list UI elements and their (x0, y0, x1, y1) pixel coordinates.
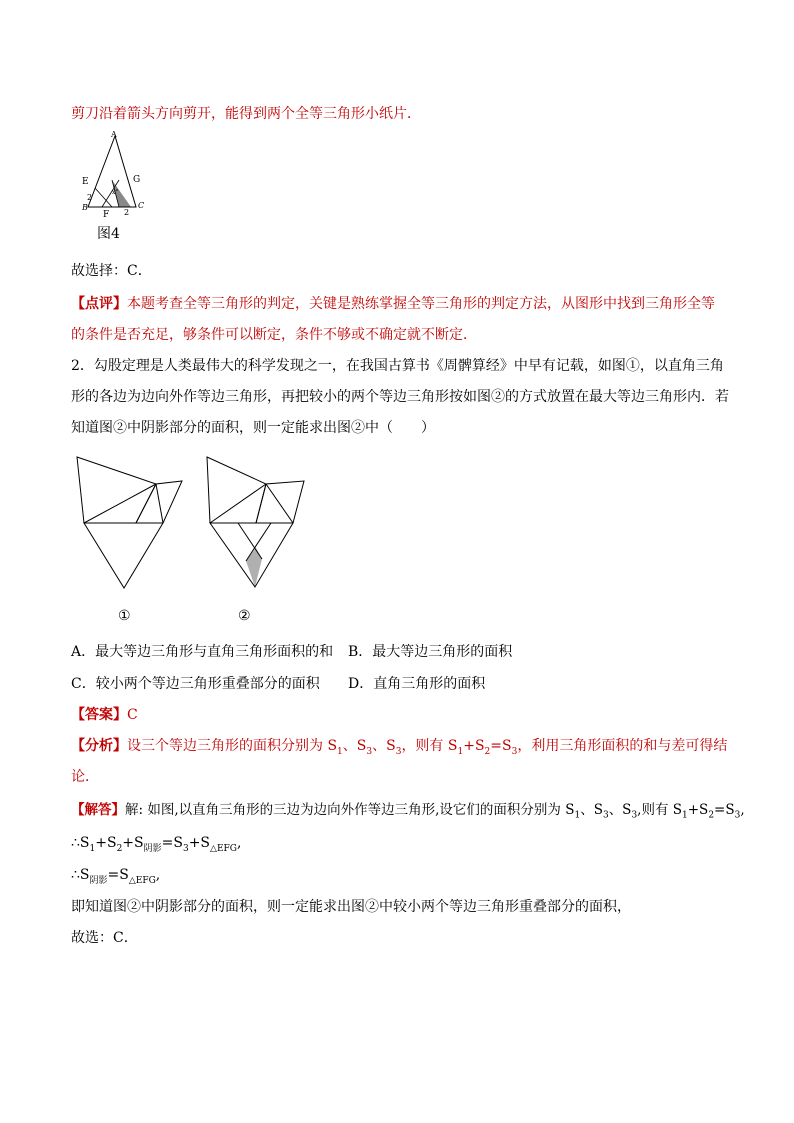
q1-comment-line1: 【点评】本题考查全等三角形的判定，关键是熟练掌握全等三角形的判定方法，从图形中找到三角形全等 (71, 296, 715, 312)
solution-line5: 故选：C． (71, 930, 138, 946)
q2-line1: 2．勾股定理是人类最伟大的科学发现之一，在我国古算书《周髀算经》中早有记载，如图①，以直角三角 (71, 358, 724, 374)
answer-line (71, 706, 138, 724)
solution-line1: 【解答】解: 如图,以直角三角形的三边为边向外作等边三角形,设它们的面积分别为 $S_1$、$S_3$、$S_3$,则有 $S_1+S_2=S_3$, (71, 802, 745, 821)
solution-tag: 【解答】 (71, 802, 125, 818)
q2-line2: 形的各边为边向外作等边三角形，再把较小的两个等边三角形按如图②的方式放置在最大等边三角形内．若 (71, 389, 729, 405)
comment-tag: 【点评】 (71, 296, 127, 312)
option-b: B．最大等边三角形的面积 (348, 644, 513, 660)
fig4-label-two-bottom: 2 (124, 208, 130, 217)
fig4-label-e: E (82, 177, 89, 187)
fig4-label-c: C (138, 201, 145, 210)
answer-tag: 【答案】 (71, 707, 127, 723)
option-d: D．直角三角形的面积 (348, 676, 486, 692)
fig4-label-a: A (111, 130, 117, 139)
answer-value: C (127, 707, 138, 723)
fig-label-1: ① (118, 608, 131, 624)
solution-line2: $\therefore S_1+S_2+S_{阴影}=S_3+S_{\triangle EFG}$, (71, 835, 242, 854)
figure-1 (70, 452, 190, 594)
fig4-caption: 图4 (97, 226, 120, 242)
fig-label-2: ② (238, 608, 251, 624)
analysis-line2: 论． (71, 769, 99, 785)
fig4-label-x: x° (112, 189, 119, 196)
option-c: C．较小两个等边三角形重叠部分的面积 (71, 676, 320, 692)
figure-2 (200, 452, 320, 594)
q1-choice: 故选择：C． (71, 263, 152, 279)
option-a: A．最大等边三角形与直角三角形面积的和 (71, 644, 334, 660)
solution-line4: 即知道图②中阴影部分的面积，则一定能求出图②中较小两个等边三角形重叠部分的面积， (71, 899, 631, 915)
figure-4 (78, 128, 158, 218)
fig4-label-g: G (133, 175, 141, 185)
intro-line: 剪刀沿着箭头方向剪开，能得到两个全等三角形小纸片． (71, 106, 421, 122)
analysis-tag: 【分析】 (71, 738, 127, 754)
fig4-label-two-left: 2 (87, 193, 93, 202)
solution-line3: $\therefore S_{阴影}=S_{\triangle EFG}$, (71, 867, 161, 886)
fig4-label-b: B (82, 203, 88, 212)
q2-line3: 知道图②中阴影部分的面积，则一定能求出图②中（ ） (71, 420, 435, 436)
analysis-line1: 【分析】设三个等边三角形的面积分别为 $S_1$、$S_3$、$S_3$，则有 $S_1+S_2=S_3$，利用三角形面积的和与差可得结 (71, 738, 728, 757)
fig4-label-f: F (103, 210, 110, 218)
q1-comment-line2: 的条件是否充足，够条件可以断定，条件不够或不确定就不断定． (71, 327, 477, 343)
